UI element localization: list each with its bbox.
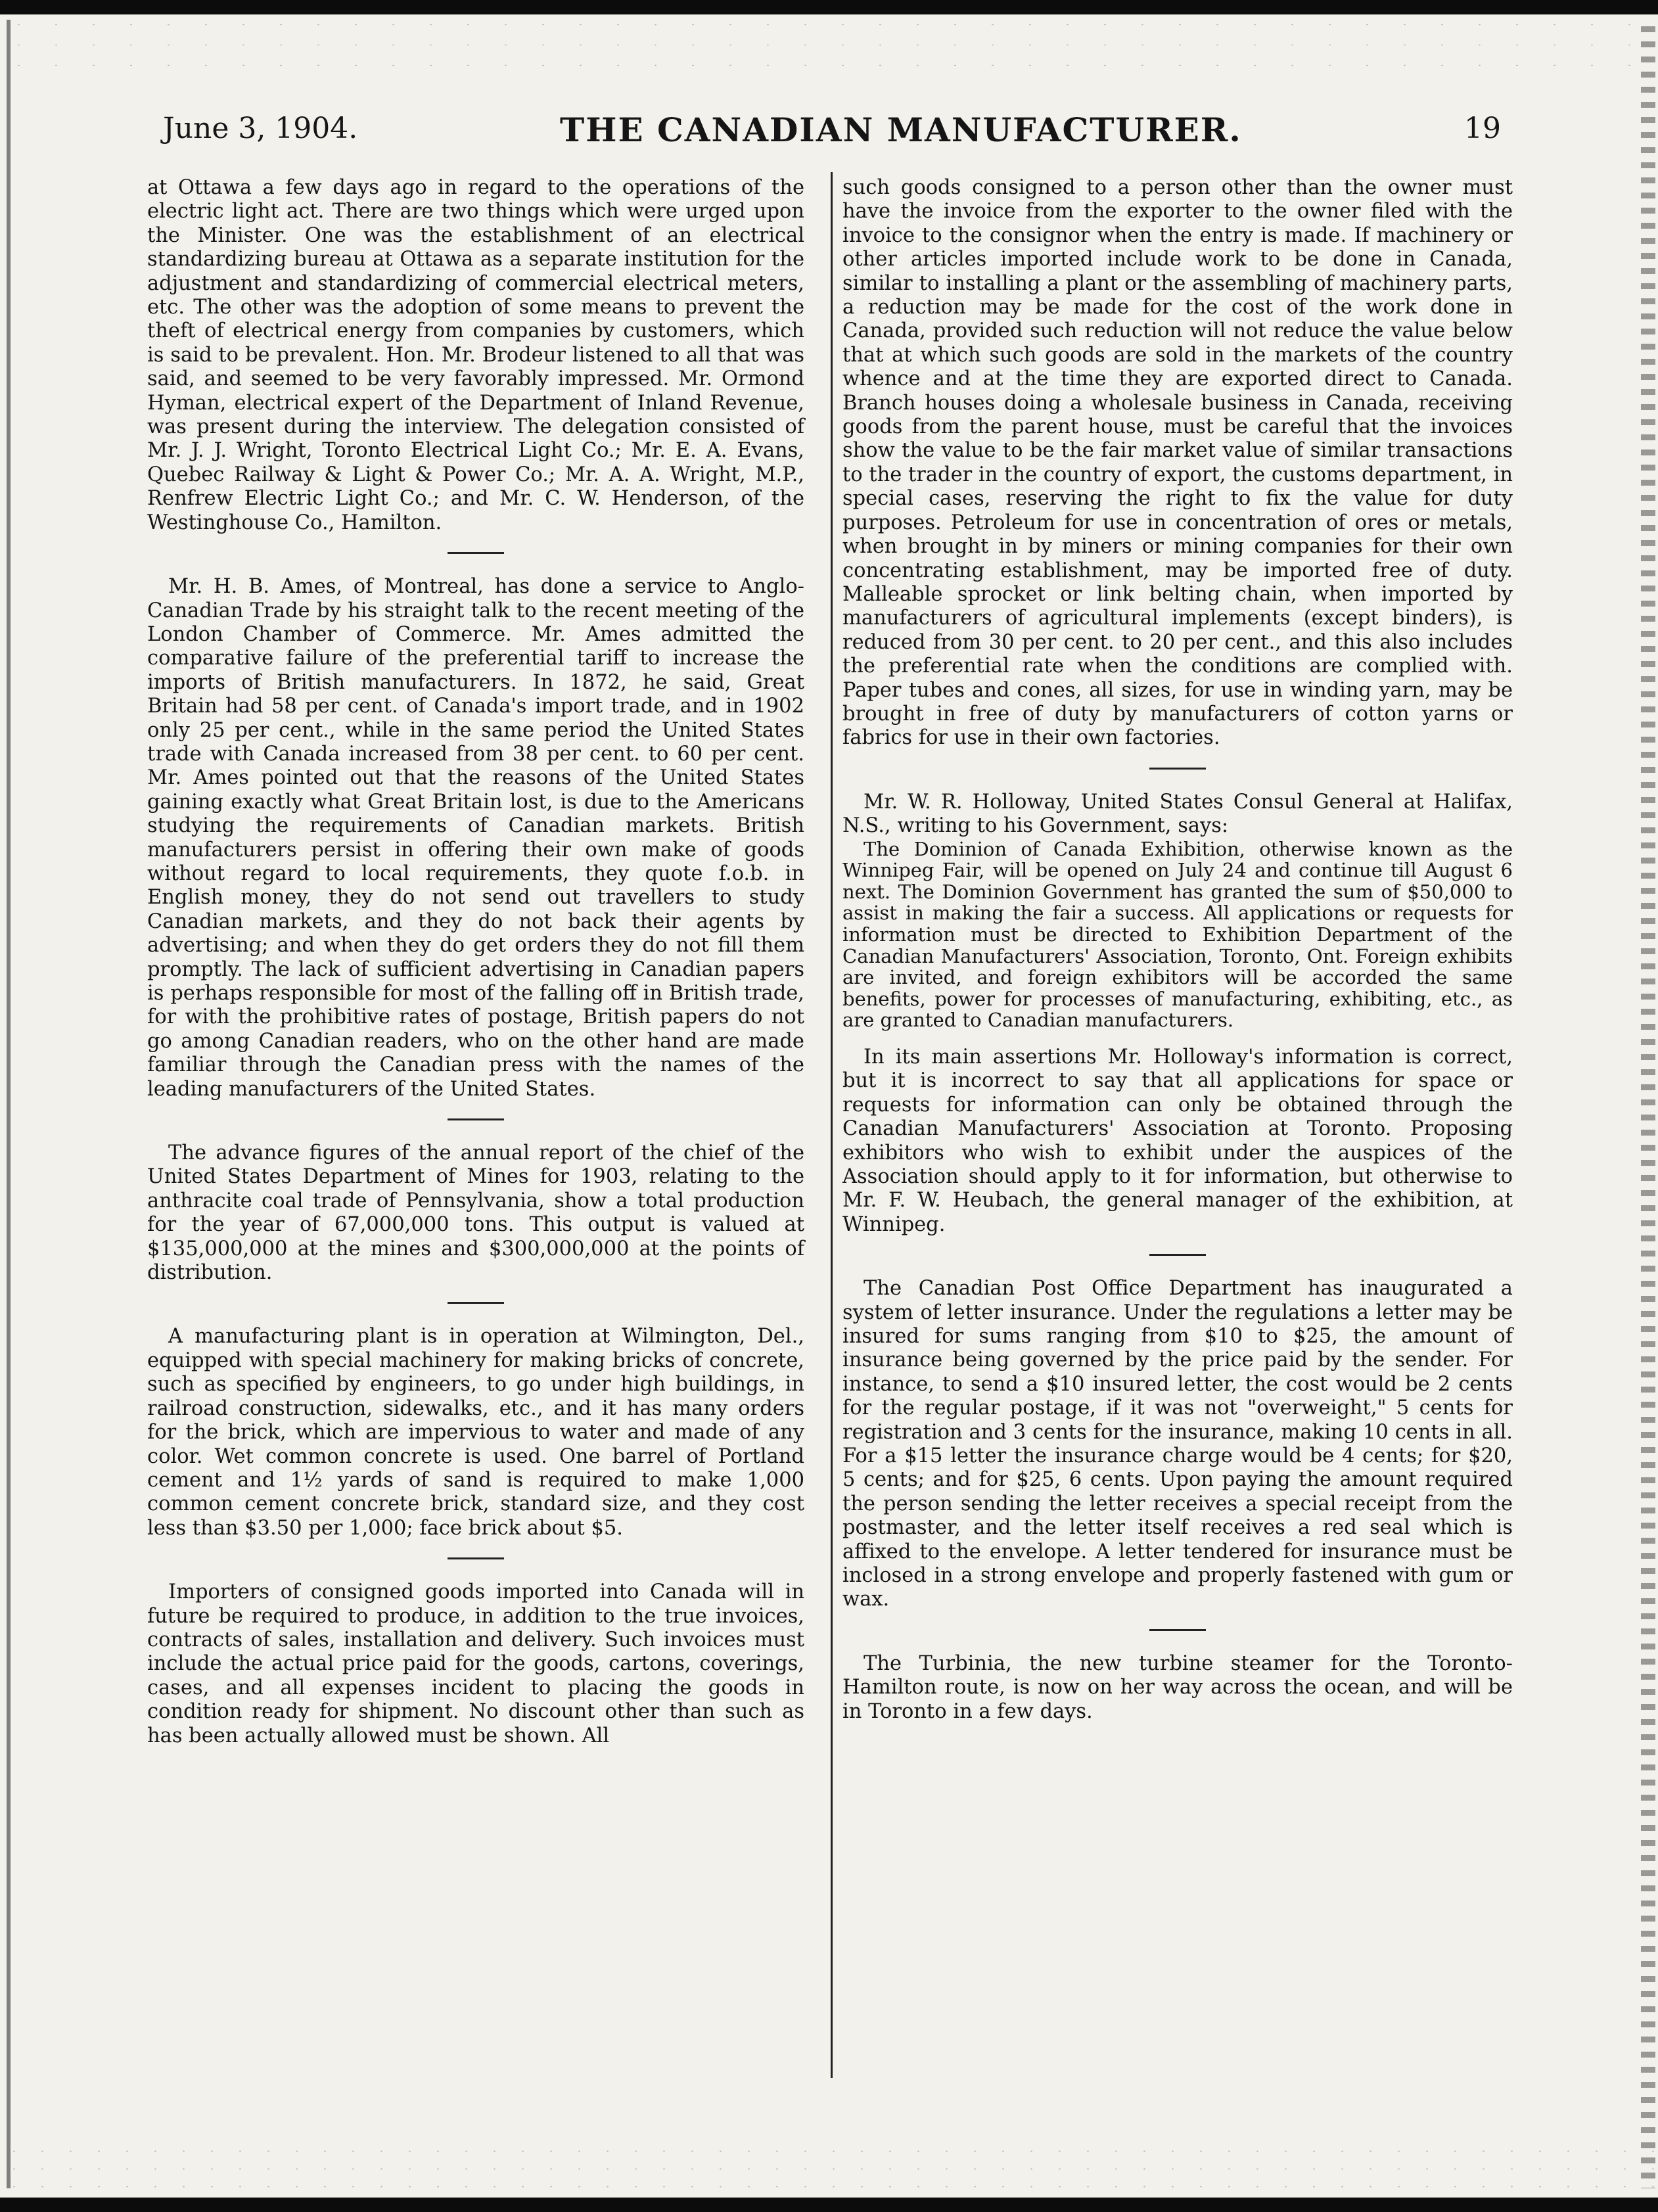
anthracite-report-paragraph: The advance figures of the annual report of the chief of the United States Department of Mines for 1903, relating to the anthracite coal trade of Pennsylvania, show a total production for the year of 67,000,000 tons. This output is valued at $135,000,000 at the mines and $300,000,000 at the points of distribution. <box>147 1141 804 1285</box>
section-separator <box>1149 768 1206 770</box>
consigned-goods-paragraph: Importers of consigned goods imported into Canada will in future be required to produce, in addition to the true invoices, contracts of sales, installation and delivery. Such invoices must include the actual price paid for the goods, cartons, coverings, cases, and all expenses incident to placing the goods in condition ready for shipment. No discount other than such as has been actually allowed must be shown. All <box>147 1580 804 1747</box>
letter-insurance-paragraph: The Canadian Post Office Department has inaugurated a system of letter insurance. Under the regulations a letter may be insured for sums ranging from $10 to $25, the amount of insurance being governed by the price paid by the sender. For instance, to send a $10 insured letter, the cost would be 2 cents for the regular postage, if it was not "overweight," 5 cents for registration and 3 cents for the insurance, making 10 cents in all. For a $15 letter the insurance charge would be 4 cents; for $20, 5 cents; and for $25, 6 cents. Upon paying the amount required the person sending the letter receives a special receipt from the postmaster, and the letter itself receives a red seal which is affixed to the envelope. A letter tendered for insurance must be inclosed in a strong envelope and properly fastened with gum or wax. <box>842 1277 1513 1611</box>
winnipeg-fair-quote-paragraph: The Dominion of Canada Exhibition, otherwise known as the Winnipeg Fair, will be opened on July 24 and continue till August 6 next. The Dominion Government has granted the sum of $50,000 to assist in making the fair a success. All applications or requests for information must be directed to Exhibition Department of the Canadian Manufacturers' Association, Toronto, Ont. Foreign exhibits are invited, and foreign exhibitors will be accorded the same benefits, power for processes of manufacturing, exhibiting, etc., as are granted to Canadian manufacturers. <box>842 837 1513 1032</box>
left-column <box>147 176 804 1748</box>
publication-title: THE CANADIAN MANUFACTURER. <box>560 110 1242 149</box>
electric-light-act-paragraph: at Ottawa a few days ago in regard to the operations of the electric light act. There are two things which were urged upon the Minister. One was the establishment of an electrical standardizing bureau at Ottawa as a separate institution for the adjustment and standardizing of commercial electrical meters, etc. The other was the adoption of some means to prevent the theft of electrical energy from companies by customers, which is said to be prevalent. Hon. Mr. Brodeur listened to all that was said, and seemed to be very favorably impressed. Mr. Ormond Hyman, electrical expert of the Department of Inland Revenue, was present during the interview. The delegation consisted of Mr. J. J. Wright, Toronto Electrical Light Co.; Mr. E. A. Evans, Quebec Railway & Light & Power Co.; Mr. A. A. Wright, M.P., Renfrew Electric Light Co.; and Mr. C. W. Henderson, of the Westinghouse Co., Hamilton. <box>147 176 804 534</box>
section-separator <box>448 1302 504 1304</box>
page-header <box>0 112 1658 158</box>
scan-noise-top <box>0 14 1658 74</box>
right-scan-edge <box>1641 26 1655 2188</box>
ames-trade-paragraph: Mr. H. B. Ames, of Montreal, has done a service to Anglo-Canadian Trade by his straight talk to the recent meeting of the London Chamber of Commerce. Mr. Ames admitted the comparative failure of the preferential tariff to increase the imports of British manufacturers. In 1872, he said, Great Britain had 58 per cent. of Canada's import trade, and in 1902 only 25 per cent., while in the same period the United States trade with Canada increased from 38 per cent. to 60 per cent. Mr. Ames pointed out that the reasons of the United States gaining exactly what Great Britain lost, is due to the Americans studying the requirements of Canadian markets. British manufacturers persist in offering their own make of goods without regard to local requirements, they quote f.o.b. in English money, they do not send out travellers to study Canadian markets, and they do not back their agents by advertising; and when they do get orders they do not fill them promptly. The lack of sufficient advertising in Canadian papers is perhaps responsible for most of the falling off in British trade, for with the prohibitive rates of postage, British papers do not go among Canadian readers, who on the other hand are made familiar through the Canadian press with the names of the leading manufacturers of the United States. <box>147 575 804 1101</box>
left-scan-edge <box>7 20 11 2188</box>
bottom-scan-border <box>0 2198 1658 2212</box>
issue-date: June 3, 1904. <box>163 112 358 145</box>
holloway-correction-paragraph: In its main assertions Mr. Holloway's information is correct, but it is incorrect to say that all applications for space or requests for information can only be obtained through the Canadian Manufacturers' Association at Toronto. Proposing exhibitors who wish to exhibit under the auspices of the Association should apply to it for information, but otherwise to Mr. F. W. Heubach, the general manager of the exhibition, at Winnipeg. <box>842 1045 1513 1236</box>
scan-noise-bottom <box>0 2142 1658 2198</box>
top-scan-border <box>0 0 1658 14</box>
consigned-goods-continued-paragraph: such goods consigned to a person other than the owner must have the invoice from the exporter to the owner filed with the invoice to the consignor when the entry is made. If machinery or other articles imported include work to be done in Canada, similar to installing a plant or the assembling of machinery parts, a reduction may be made for the cost of the work done in Canada, provided such reduction will not reduce the value below that at which such goods are sold in the markets of the country whence and at the time they are exported direct to Canada. Branch houses doing a wholesale business in Canada, receiving goods from the parent house, must be careful that the invoices show the value to be the fair market value of similar transactions to the trader in the country of export, the customs department, in special cases, reserving the right to fix the value for duty purposes. Petroleum for use in concentration of ores or metals, when brought in by miners or mining companies for their own concentrating establishment, may be imported free of duty. Malleable sprocket or link belting chain, when imported by manufacturers of agricultural implements (except binders), is reduced from 30 per cent. to 20 per cent., and this also includes the preferential rate when the conditions are complied with. Paper tubes and cones, all sizes, for use in winding yarn, may be brought in free of duty by manufacturers of cotton yarns or fabrics for use in their own factories. <box>842 176 1513 750</box>
concrete-brick-paragraph: A manufacturing plant is in operation at Wilmington, Del., equipped with special machinery for making bricks of concrete, such as specified by engineers, to go under high buildings, in railroad construction, sidewalks, etc., and it has many orders for the brick, which are impervious to water and made of any color. Wet common concrete is used. One barrel of Portland cement and 1½ yards of sand is required to make 1,000 common cement concrete brick, standard size, and they cost less than $3.50 per 1,000; face brick about $5. <box>147 1325 804 1540</box>
page-number: 19 <box>1464 112 1501 145</box>
right-column <box>842 176 1513 1724</box>
section-separator <box>448 552 504 554</box>
section-separator <box>448 1557 504 1559</box>
holloway-intro-paragraph: Mr. W. R. Holloway, United States Consul General at Halifax, N.S., writing to his Government, says: <box>842 790 1513 838</box>
section-separator <box>1149 1629 1206 1631</box>
turbinia-paragraph: The Turbinia, the new turbine steamer for the Toronto-Hamilton route, is now on her way across the ocean, and will be in Toronto in a few days. <box>842 1651 1513 1723</box>
section-separator <box>1149 1254 1206 1256</box>
section-separator <box>448 1118 504 1120</box>
column-divider <box>831 172 833 2078</box>
